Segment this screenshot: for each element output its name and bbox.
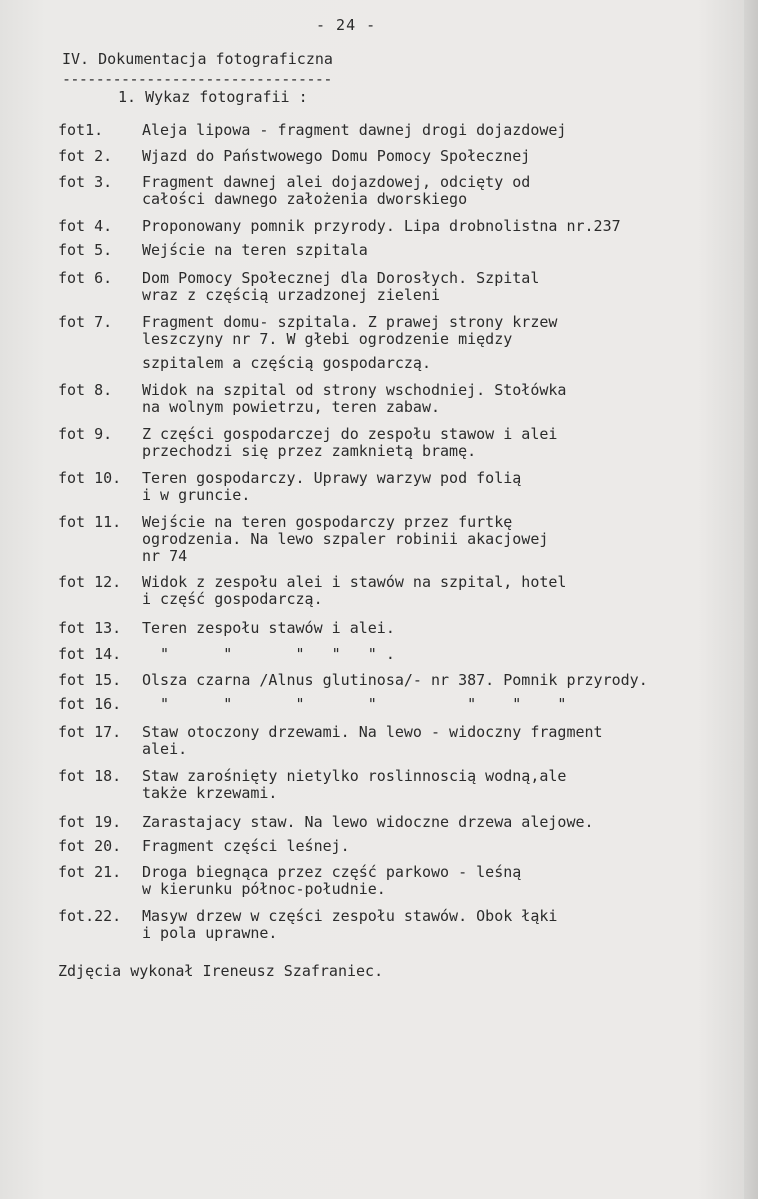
photo-description: Dom Pomocy Społecznej dla Dorosłych. Szpital bbox=[142, 269, 540, 287]
photo-description-line: i w gruncie. bbox=[142, 486, 251, 504]
photo-description: " " " " " . bbox=[142, 645, 395, 663]
photo-label: fot 5. bbox=[58, 241, 113, 259]
subheading: 1. Wykaz fotografii : bbox=[118, 88, 308, 106]
photo-description-line: w kierunku północ-południe. bbox=[142, 880, 386, 898]
page-edge-shadow bbox=[744, 0, 758, 1199]
photo-label: fot 17. bbox=[58, 723, 122, 741]
photo-label: fot 16. bbox=[58, 695, 122, 713]
photo-label: fot 19. bbox=[58, 813, 122, 831]
photo-label: fot 4. bbox=[58, 217, 113, 235]
photo-label: fot 12. bbox=[58, 573, 122, 591]
photo-label: fot 13. bbox=[58, 619, 122, 637]
photo-description: Widok z zespołu alei i stawów na szpital, hotel bbox=[142, 573, 567, 591]
photo-label: fot.22. bbox=[58, 907, 122, 925]
photo-description: Wejście na teren szpitala bbox=[142, 241, 368, 259]
photo-description-line: także krzewami. bbox=[142, 784, 278, 802]
photo-description: Fragment części leśnej. bbox=[142, 837, 350, 855]
heading-underline: -------------------------------- bbox=[62, 70, 332, 88]
photo-description: Droga biegnąca przez część parkowo - leśną bbox=[142, 863, 522, 881]
photo-description: Wjazd do Państwowego Domu Pomocy Społecznej bbox=[142, 147, 531, 165]
photo-description: Teren gospodarczy. Uprawy warzyw pod folią bbox=[142, 469, 522, 487]
photo-description: Widok na szpital od strony wschodniej. Stołówka bbox=[142, 381, 567, 399]
photo-label: fot1. bbox=[58, 121, 104, 139]
page-number: - 24 - bbox=[316, 16, 377, 34]
photo-description-line: leszczyny nr 7. W głebi ogrodzenie między bbox=[142, 330, 513, 348]
photo-description: Aleja lipowa - fragment dawnej drogi dojazdowej bbox=[142, 121, 567, 139]
photo-credit: Zdjęcia wykonał Ireneusz Szafraniec. bbox=[58, 962, 384, 980]
photo-description: Staw zarośnięty nietylko roslinnoscią wodną,ale bbox=[142, 767, 567, 785]
photo-description: Fragment domu- szpitala. Z prawej strony krzew bbox=[142, 313, 558, 331]
photo-description-line: i część gospodarczą. bbox=[142, 590, 323, 608]
photo-description-line: nr 74 bbox=[142, 547, 188, 565]
photo-label: fot 3. bbox=[58, 173, 113, 191]
photo-label: fot 6. bbox=[58, 269, 113, 287]
photo-description: Fragment dawnej alei dojazdowej, odcięty od bbox=[142, 173, 531, 191]
photo-description-line: i pola uprawne. bbox=[142, 924, 278, 942]
photo-description-line: alei. bbox=[142, 740, 188, 758]
photo-description-line: całości dawnego założenia dworskiego bbox=[142, 190, 468, 208]
photo-label: fot 7. bbox=[58, 313, 113, 331]
photo-description: Proponowany pomnik przyrody. Lipa drobnolistna nr.237 bbox=[142, 217, 621, 235]
photo-label: fot 14. bbox=[58, 645, 122, 663]
section-heading: IV. Dokumentacja fotograficzna bbox=[62, 50, 333, 68]
photo-description-line: szpitalem a częścią gospodarczą. bbox=[142, 354, 431, 372]
photo-description-line: na wolnym powietrzu, teren zabaw. bbox=[142, 398, 441, 416]
photo-label: fot 20. bbox=[58, 837, 122, 855]
photo-description-line: ogrodzenia. Na lewo szpaler robinii akacjowej bbox=[142, 530, 549, 548]
photo-description: Z części gospodarczej do zespołu stawow i alei bbox=[142, 425, 558, 443]
photo-label: fot 18. bbox=[58, 767, 122, 785]
photo-description-line: przechodzi się przez zamknietą bramę. bbox=[142, 442, 477, 460]
photo-label: fot 21. bbox=[58, 863, 122, 881]
photo-description: " " " " " " " bbox=[142, 695, 567, 713]
photo-description: Zarastajacy staw. Na lewo widoczne drzewa alejowe. bbox=[142, 813, 594, 831]
photo-description: Teren zespołu stawów i alei. bbox=[142, 619, 395, 637]
photo-description: Olsza czarna /Alnus glutinosa/- nr 387. Pomnik przyrody. bbox=[142, 671, 648, 689]
photo-description: Wejście na teren gospodarczy przez furtkę bbox=[142, 513, 513, 531]
photo-description: Masyw drzew w części zespołu stawów. Obok łąki bbox=[142, 907, 558, 925]
photo-description: Staw otoczony drzewami. Na lewo - widoczny fragment bbox=[142, 723, 603, 741]
photo-label: fot 11. bbox=[58, 513, 122, 531]
photo-description-line: wraz z częścią urzadzonej zieleni bbox=[142, 286, 441, 304]
photo-label: fot 8. bbox=[58, 381, 113, 399]
photo-label: fot 10. bbox=[58, 469, 122, 487]
photo-label: fot 9. bbox=[58, 425, 113, 443]
photo-label: fot 2. bbox=[58, 147, 113, 165]
photo-label: fot 15. bbox=[58, 671, 122, 689]
